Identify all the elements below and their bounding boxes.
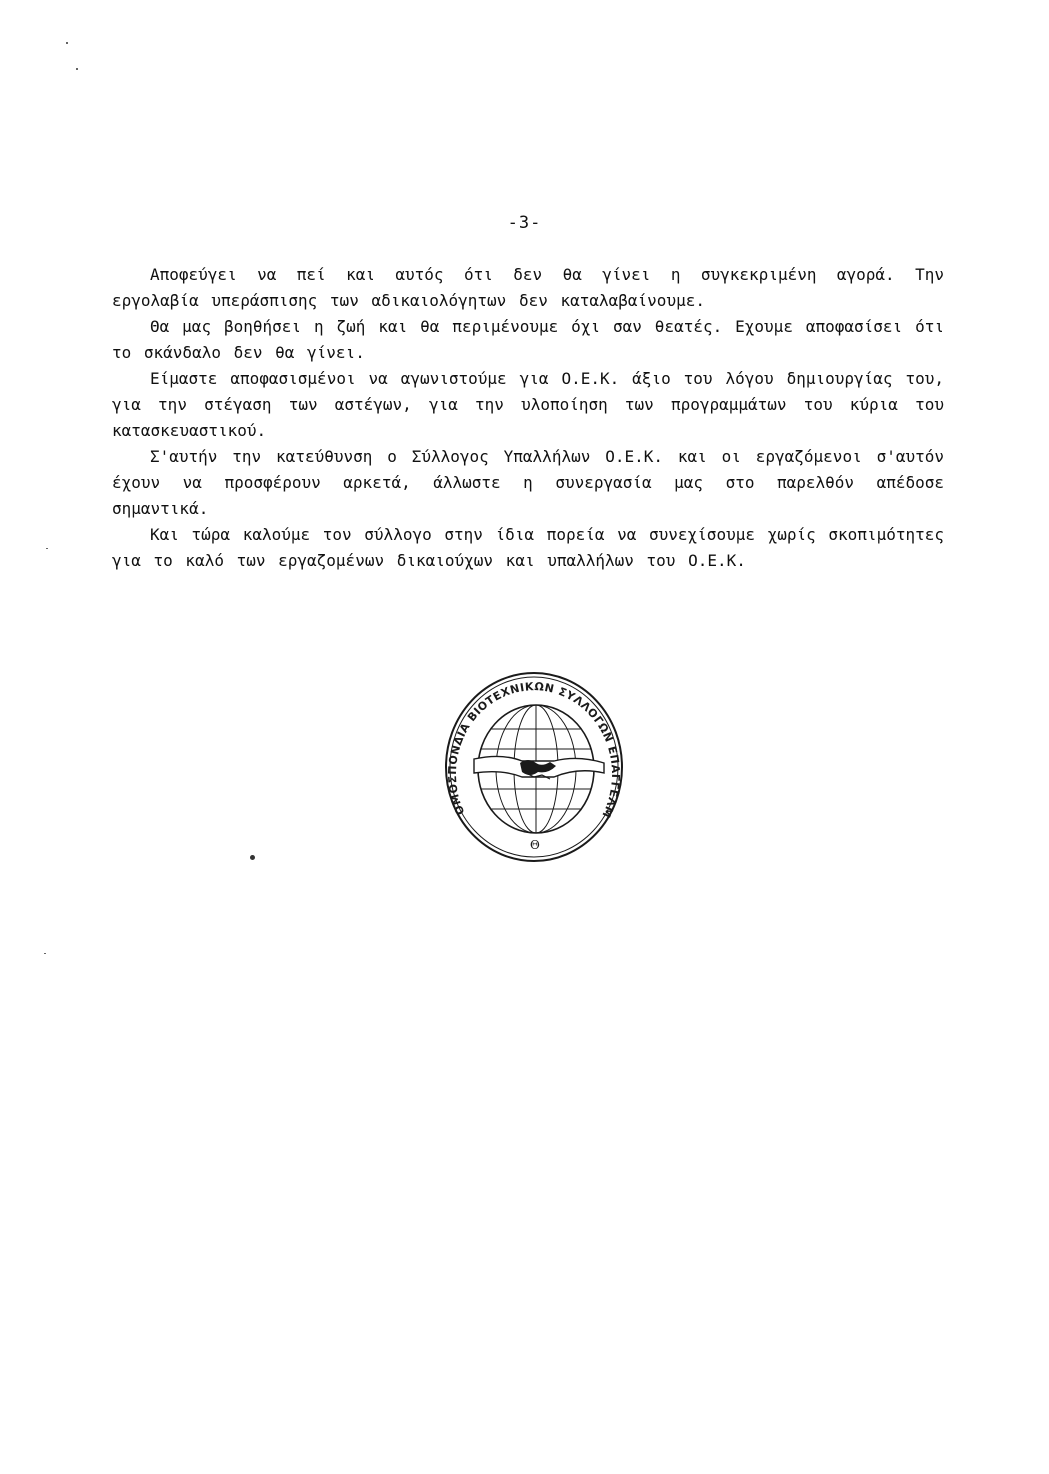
- scan-speck: [76, 68, 78, 70]
- paragraph: Είμαστε αποφασισμένοι να αγωνιστούμε για Ο.Ε.Κ. άξιο του λόγου δημιουργίας του, για την στέγαση των αστέγων, για την υλοποίηση των προγραμμάτων του κύρια του κατασκευαστικού.: [112, 369, 944, 440]
- paragraph: Και τώρα καλούμε τον σύλλογο στην ίδια πορεία να συνεχίσουμε χωρίς σκοπιμότητες για το καλό των εργαζομένων δικαιούχων και υπαλλήλων του Ο.Ε.Κ.: [112, 525, 944, 570]
- scan-speck: [66, 42, 68, 44]
- paragraph: Σ'αυτήν την κατεύθυνση ο Σύλλογος Υπαλλήλων Ο.Ε.Κ. και οι εργαζόμενοι σ'αυτόν έχουν να προσφέρουν αρκετά, άλλωστε η συνεργασία μας στο παρελθόν απέδοσε σημαντικά.: [112, 447, 944, 518]
- scan-speck: [250, 855, 255, 860]
- svg-text:ΟΜΟΣΠΟΝΔΙΑ ΒΙΟΤΕΧΝΙΚΩΝ ΣΥΛΛΟΓΩ: ΟΜΟΣΠΟΝΔΙΑ ΒΙΟΤΕΧΝΙΚΩΝ ΣΥΛΛΟΓΩΝ ΕΠΑΓΓΕΛΜ: [445, 680, 623, 820]
- paragraph: Αποφεύγει να πεί και αυτός ότι δεν θα γίνει η συγκεκριμένη αγορά. Την εργολαβία υπεράσπισης των αδικαιολόγητων δεν καταλαβαίνουμε.: [112, 265, 944, 310]
- organization-seal-icon: [442, 669, 626, 865]
- page-number: -3-: [507, 213, 542, 233]
- letter-body: [112, 262, 944, 574]
- scan-speck: [44, 953, 46, 954]
- seal-letter: Θ: [530, 838, 540, 852]
- scan-speck: [46, 548, 48, 549]
- paragraph: Θα μας βοηθήσει η ζωή και θα περιμένουμε όχι σαν θεατές. Εχουμε αποφασίσει ότι το σκάνδαλο δεν θα γίνει.: [112, 317, 944, 362]
